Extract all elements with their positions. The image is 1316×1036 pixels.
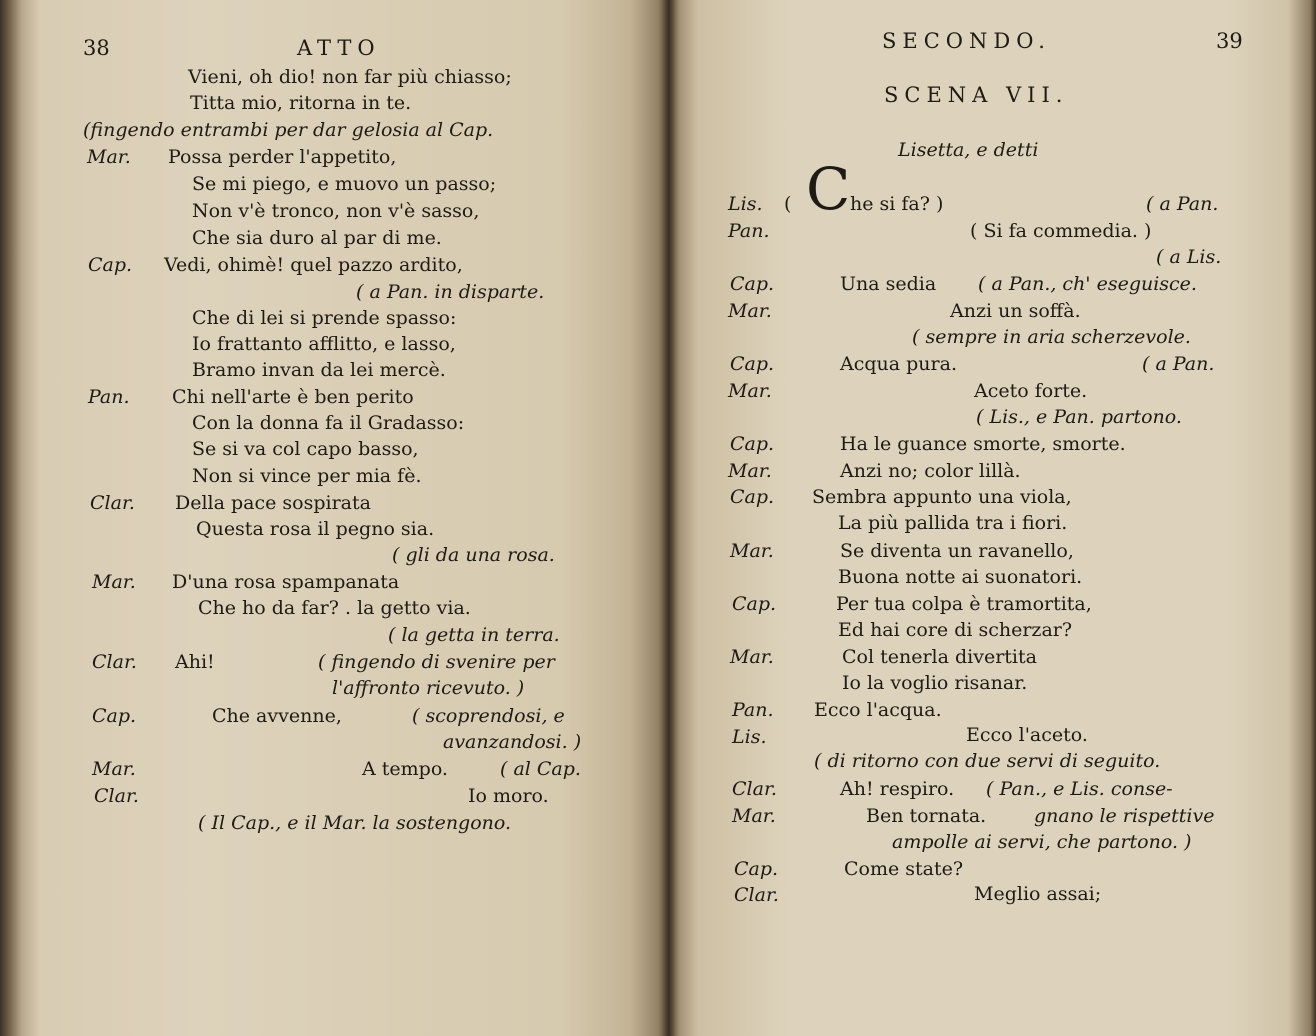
verse-line: Io moro.	[468, 785, 549, 807]
verse-line: Ah! respiro.	[840, 778, 955, 800]
verse-line: he si fa? )	[850, 193, 944, 215]
verse-line: Anzi un soffà.	[950, 300, 1081, 322]
verse-line: Io la voglio risanar.	[842, 672, 1028, 694]
verse-line: Titta mio, ritorna in te.	[190, 92, 412, 114]
scene-title: SCENA VII.	[884, 83, 1069, 107]
stage-direction: ( Il Cap., e il Mar. la sostengono.	[198, 812, 512, 834]
verse-line: Che di lei si prende spasso:	[192, 307, 457, 329]
page-number: 39	[1216, 29, 1243, 53]
verse-line: D'una rosa spampanata	[172, 571, 400, 593]
verse-line: Ed hai core di scherzar?	[838, 619, 1073, 641]
stage-direction: ( al Cap.	[500, 758, 581, 780]
speaker-label: Mar.	[92, 571, 136, 593]
verse-line: Possa perder l'appetito,	[168, 146, 397, 168]
verse-line: Della pace sospirata	[175, 492, 371, 514]
speaker-label: Clar.	[92, 651, 137, 673]
speaker-label: Lis.	[728, 193, 763, 215]
stage-direction: ( gli da una rosa.	[392, 544, 555, 566]
verse-line: Con la donna fa il Gradasso:	[192, 412, 465, 434]
verse-line: Aceto forte.	[974, 380, 1088, 402]
speaker-label: Mar.	[728, 460, 772, 482]
verse-line: A tempo.	[362, 758, 448, 780]
stage-direction: ( scoprendosi, e	[412, 705, 565, 727]
verse-line: Io frattanto afflitto, e lasso,	[192, 333, 456, 355]
speaker-label: Cap.	[92, 705, 137, 727]
character-list: Lisetta, e detti	[898, 139, 1039, 161]
stage-direction: l'affronto ricevuto. )	[332, 677, 525, 699]
speaker-label: Cap.	[730, 486, 775, 508]
verse-line: Ecco l'acqua.	[814, 699, 942, 721]
stage-direction: ( Pan., e Lis. conse-	[986, 778, 1173, 800]
speaker-label: Cap.	[734, 858, 779, 880]
verse-line: Una sedia	[840, 273, 937, 295]
speaker-label: Pan.	[732, 699, 774, 721]
book-gutter	[658, 0, 680, 1036]
speaker-label: Pan.	[88, 386, 130, 408]
verse-line: Come state?	[844, 858, 964, 880]
verse-line: Se diventa un ravanello,	[840, 540, 1074, 562]
verse-line: Ha le guance smorte, smorte.	[840, 433, 1126, 455]
stage-direction: ( a Pan.	[1142, 353, 1215, 375]
stage-direction: ( sempre in aria scherzevole.	[912, 326, 1191, 348]
verse-line: Vieni, oh dio! non far più chiasso;	[188, 66, 512, 88]
verse-line: Che avvenne,	[212, 705, 342, 727]
speaker-label: Cap.	[730, 353, 775, 375]
stage-direction: ( fingendo di svenire per	[318, 651, 555, 673]
verse-line: Anzi no; color lillà.	[840, 460, 1021, 482]
speaker-label: Lis.	[732, 726, 767, 748]
stage-direction: ( a Pan.	[1146, 193, 1219, 215]
stage-direction: ( a Lis.	[1156, 246, 1222, 268]
verse-line: Sembra appunto una viola,	[812, 486, 1072, 508]
verse-line: Meglio assai;	[974, 883, 1102, 905]
speaker-label: Clar.	[94, 785, 139, 807]
speaker-label: Mar.	[730, 646, 774, 668]
stage-direction: gnano le rispettive	[1034, 805, 1215, 827]
verse-line: ( Si fa commedia. )	[970, 220, 1152, 242]
verse-line: Che sia duro al par di me.	[192, 227, 442, 249]
speaker-label: Cap.	[88, 254, 133, 276]
verse-line: Per tua colpa è tramortita,	[836, 593, 1092, 615]
verse-line: Buona notte ai suonatori.	[838, 566, 1083, 588]
running-head: SECONDO.	[882, 29, 1051, 53]
verse-line: La più pallida tra i fiori.	[838, 512, 1068, 534]
speaker-label: Mar.	[92, 758, 136, 780]
speaker-label: Clar.	[90, 492, 135, 514]
speaker-label: Clar.	[732, 778, 777, 800]
verse-line: Vedi, ohimè! quel pazzo ardito,	[164, 254, 463, 276]
verse-line: (	[784, 193, 792, 215]
stage-direction: (fingendo entrambi per dar gelosia al Cap.	[83, 119, 494, 141]
verse-line: Ecco l'aceto.	[966, 724, 1088, 746]
verse-line: Ben tornata.	[866, 805, 987, 827]
speaker-label: Mar.	[87, 146, 131, 168]
stage-direction: ampolle ai servi, che partono. )	[892, 831, 1192, 853]
speaker-label: Mar.	[732, 805, 776, 827]
page-number: 38	[83, 36, 110, 60]
speaker-label: Cap.	[730, 273, 775, 295]
verse-line: Col tenerla divertita	[842, 646, 1037, 668]
speaker-label: Mar.	[730, 540, 774, 562]
verse-line: Che ho da far? . la getto via.	[198, 597, 471, 619]
verse-line: Bramo invan da lei mercè.	[192, 359, 446, 381]
speaker-label: Mar.	[728, 300, 772, 322]
running-head: ATTO	[297, 36, 381, 60]
verse-line: Acqua pura.	[840, 353, 957, 375]
drop-cap: C	[806, 155, 851, 223]
verse-line: Non si vince per mia fè.	[192, 465, 422, 487]
speaker-label: Cap.	[732, 593, 777, 615]
speaker-label: Pan.	[728, 220, 770, 242]
verse-line: Ahi!	[175, 651, 215, 673]
stage-direction: ( di ritorno con due servi di seguito.	[814, 750, 1161, 772]
stage-direction: ( Lis., e Pan. partono.	[976, 406, 1182, 428]
speaker-label: Clar.	[734, 884, 779, 906]
verse-line: Se si va col capo basso,	[192, 438, 419, 460]
stage-direction: ( la getta in terra.	[388, 624, 560, 646]
verse-line: Non v'è tronco, non v'è sasso,	[192, 200, 480, 222]
speaker-label: Cap.	[730, 433, 775, 455]
stage-direction: ( a Pan. in disparte.	[356, 281, 545, 303]
right-page	[668, 0, 1316, 1036]
verse-line: Questa rosa il pegno sia.	[196, 518, 435, 540]
stage-direction: ( a Pan., ch' eseguisce.	[978, 273, 1197, 295]
stage-direction: avanzandosi. )	[443, 731, 582, 753]
verse-line: Chi nell'arte è ben perito	[172, 386, 414, 408]
speaker-label: Mar.	[728, 380, 772, 402]
verse-line: Se mi piego, e muovo un passo;	[192, 173, 497, 195]
